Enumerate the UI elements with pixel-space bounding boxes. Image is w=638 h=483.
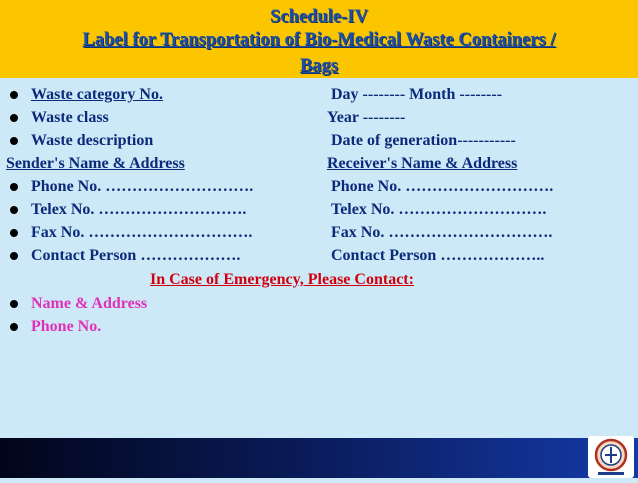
bullet-icon bbox=[10, 252, 18, 260]
emergency-phone: Phone No. bbox=[31, 318, 102, 335]
bullet-icon bbox=[10, 137, 18, 145]
waste-description-label: Waste description bbox=[31, 132, 154, 149]
sender-phone: Phone No. ………………………. bbox=[31, 178, 254, 195]
emergency-name-address: Name & Address bbox=[31, 295, 148, 312]
emergency-heading: In Case of Emergency, Please Contact: bbox=[150, 271, 414, 288]
day-month-field: Day -------- Month -------- bbox=[331, 86, 503, 103]
bullet-icon bbox=[10, 300, 18, 308]
label-title-line1: Label for Transportation of Bio-Medical Waste Containers / bbox=[82, 30, 556, 50]
bullet-icon bbox=[10, 323, 18, 331]
receiver-telex: Telex No. ………………………. bbox=[331, 201, 547, 218]
date-of-generation-field: Date of generation----------- bbox=[331, 132, 516, 149]
waste-category-label: Waste category No. bbox=[31, 86, 163, 103]
receiver-fax: Fax No. …………………………. bbox=[331, 224, 553, 241]
bullet-icon bbox=[10, 114, 18, 122]
bullet-icon bbox=[10, 206, 18, 214]
institution-emblem-icon bbox=[588, 436, 634, 478]
year-field: Year -------- bbox=[327, 109, 406, 126]
schedule-title: Schedule-IV bbox=[270, 7, 368, 27]
sender-fax: Fax No. …………………………. bbox=[31, 224, 253, 241]
bullet-icon bbox=[10, 183, 18, 191]
sender-heading: Sender's Name & Address bbox=[6, 155, 185, 172]
bullet-icon bbox=[10, 91, 18, 99]
sender-contact-person: Contact Person ………………. bbox=[31, 247, 241, 264]
title-banner bbox=[0, 0, 638, 78]
label-title-line2: Bags bbox=[299, 56, 339, 76]
receiver-phone: Phone No. ………………………. bbox=[331, 178, 554, 195]
sender-telex: Telex No. ………………………. bbox=[31, 201, 247, 218]
receiver-heading: Receiver's Name & Address bbox=[327, 155, 518, 172]
footer-bar bbox=[0, 438, 638, 478]
waste-class-label: Waste class bbox=[31, 109, 109, 126]
bullet-icon bbox=[10, 229, 18, 237]
receiver-contact-person: Contact Person ……………….. bbox=[331, 247, 545, 264]
